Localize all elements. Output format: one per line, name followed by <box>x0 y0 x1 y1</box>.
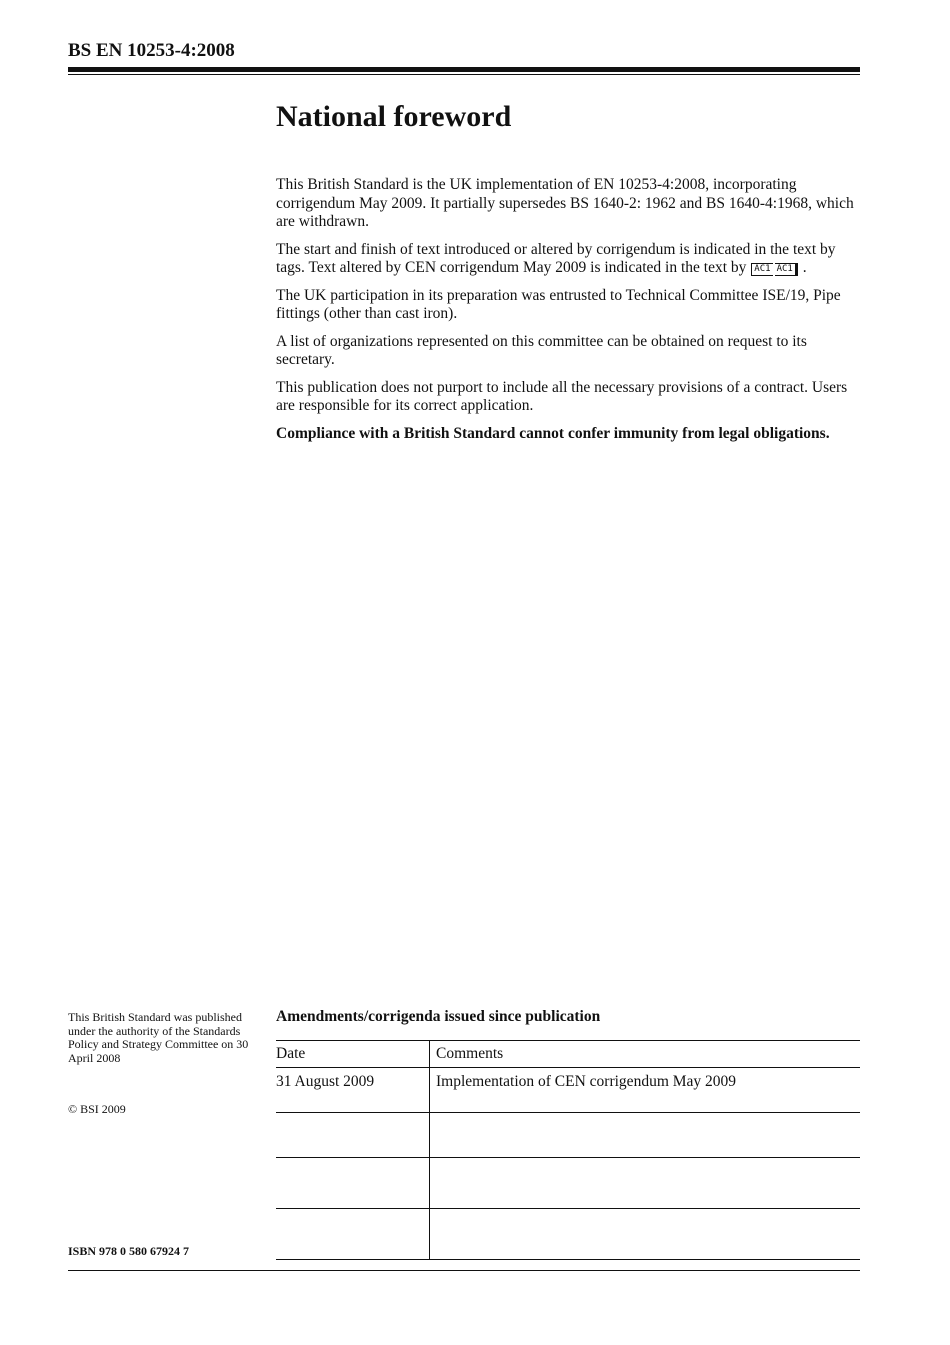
table-row <box>276 1209 860 1260</box>
paragraph-organizations: A list of organizations represented on this committee can be obtained on request to its secretary. <box>276 332 807 368</box>
paragraph-corrigendum-tags <box>276 241 860 278</box>
column-header-date: Date <box>276 1041 430 1068</box>
amendment-comment <box>430 1158 861 1209</box>
corrigendum-close-tag: AC1 <box>775 263 798 276</box>
amendment-date <box>276 1158 430 1209</box>
amendment-comment <box>430 1209 861 1260</box>
corrigendum-open-tag: AC1 <box>751 263 772 276</box>
paragraph-corrigendum-end: . <box>802 259 807 276</box>
amendments-table <box>276 1040 860 1260</box>
amendment-comment <box>430 1113 861 1158</box>
amendment-date: 31 August 2009 <box>276 1068 430 1113</box>
column-header-comments: Comments <box>430 1041 861 1068</box>
amendment-date <box>276 1113 430 1158</box>
paragraph-compliance: Compliance with a British Standard cannot confer immunity from legal obligations. <box>276 424 830 442</box>
amendment-date <box>276 1209 430 1260</box>
amendments-heading: Amendments/corrigenda issued since publication <box>276 1008 601 1025</box>
header-rule-thin <box>68 74 860 75</box>
paragraph-committee: The UK participation in its preparation was entrusted to Technical Committee ISE/19, Pipe fittings (other than cast iron). <box>276 286 841 322</box>
table-row <box>276 1068 860 1113</box>
amendment-comment: Implementation of CEN corrigendum May 2009 <box>430 1068 861 1113</box>
table-row <box>276 1113 860 1158</box>
foreword-body <box>276 176 860 452</box>
header-rule-thick <box>68 67 860 72</box>
copyright-notice: © BSI 2009 <box>68 1102 126 1116</box>
isbn: ISBN 978 0 580 67924 7 <box>68 1244 190 1258</box>
publication-note: This British Standard was published under the authority of the Standards Policy and Strategy Committee on 30 April 2008 <box>68 1010 249 1065</box>
page-title: National foreword <box>276 100 512 133</box>
amendments-header-row <box>276 1041 860 1068</box>
table-row <box>276 1158 860 1209</box>
paragraph-contract: This publication does not purport to include all the necessary provisions of a contract. Users are responsible for its correct application. <box>276 378 848 414</box>
paragraph-implementation: This British Standard is the UK implementation of EN 10253-4:2008, incorporating corrigendum May 2009. It partially supersedes BS 1640-2: 1962 and BS 1640-4:1968, which are withdrawn. <box>276 176 854 230</box>
document-id: BS EN 10253-4:2008 <box>68 40 235 61</box>
paragraph-corrigendum-text: The start and finish of text introduced or altered by corrigendum is indicated in the text by tags. Text altered by CEN corrigendum May 2009 is indicated in the text by <box>276 240 836 276</box>
footer-rule <box>68 1270 860 1271</box>
